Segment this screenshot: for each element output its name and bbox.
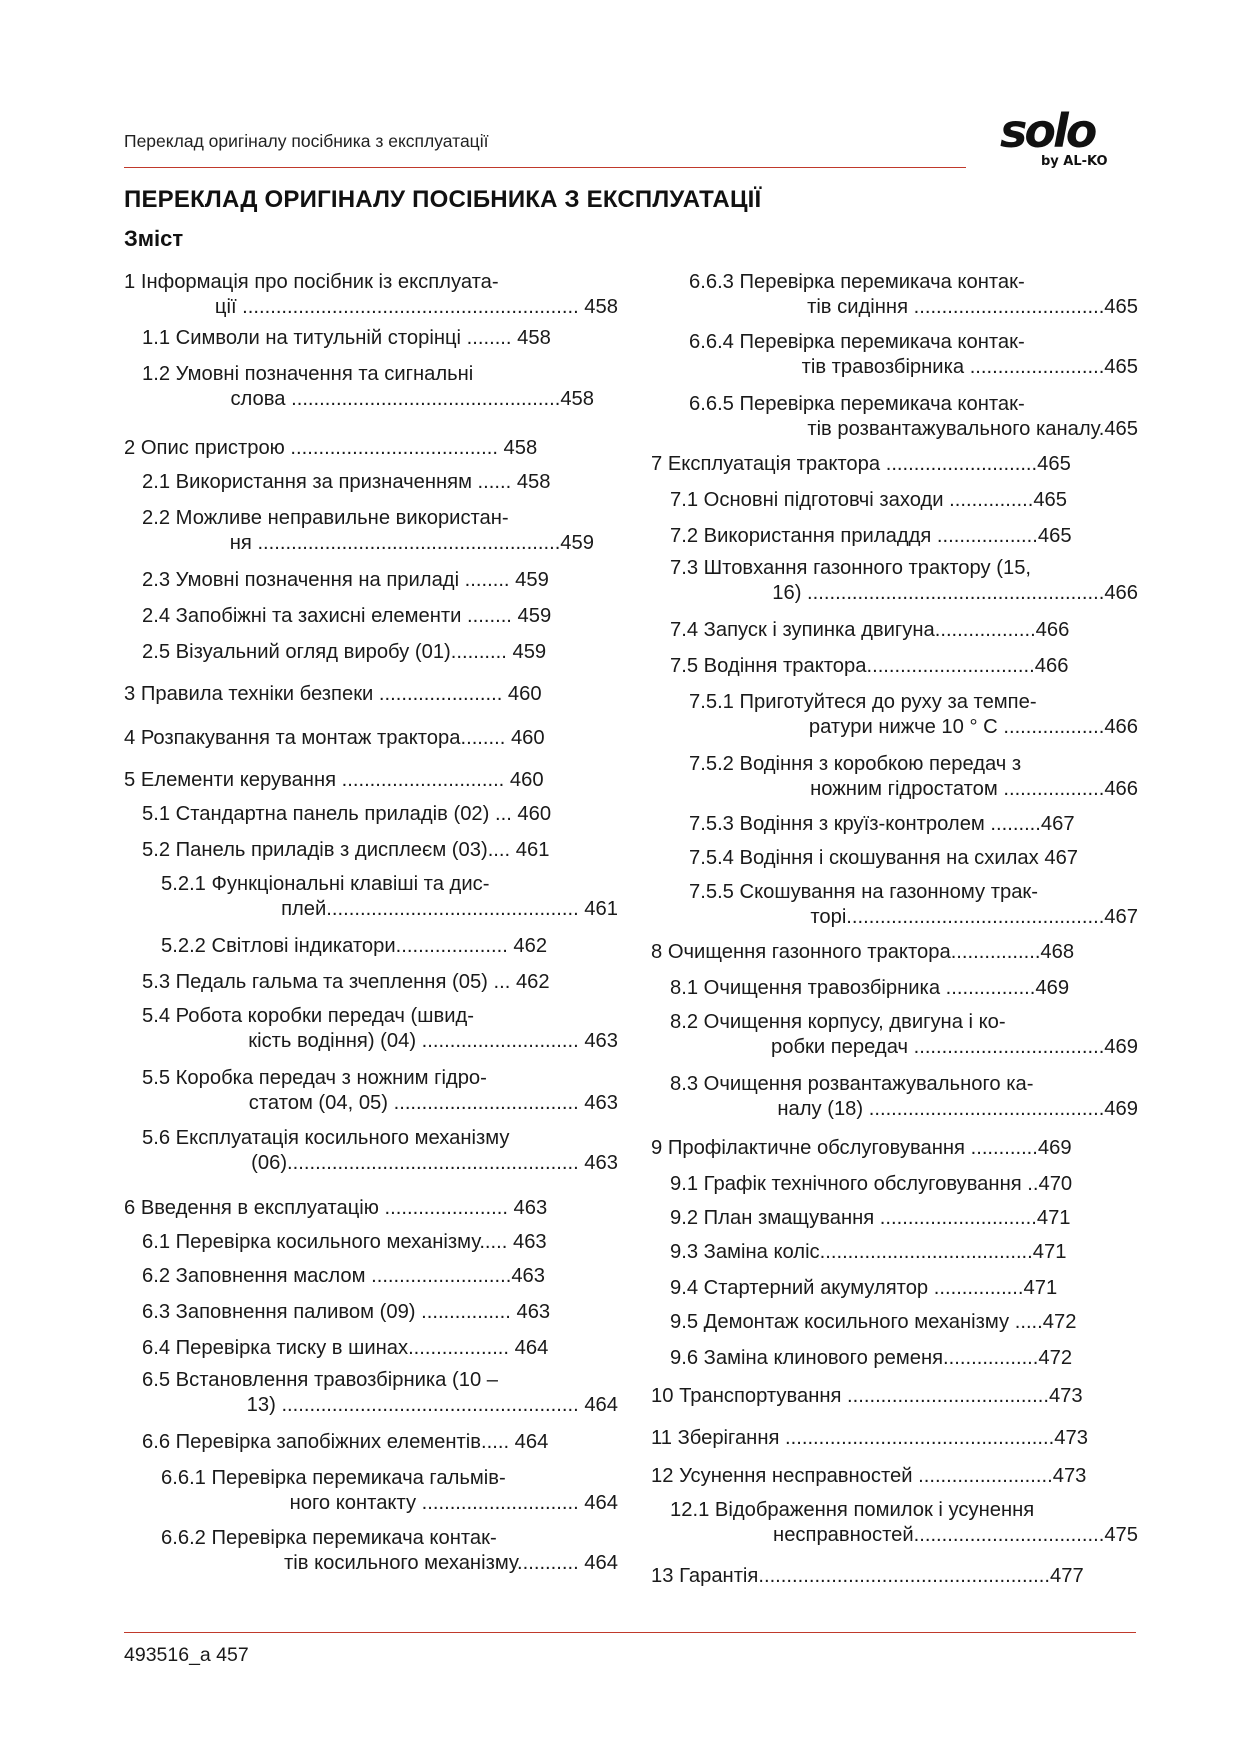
toc-entry[interactable]: 13 Гарантія....................................................477 (651, 1565, 1084, 1587)
toc-entry[interactable]: 6.6.1 Перевірка перемикача гальмів- ного контакту ............................ 464 (161, 1467, 618, 1514)
header-divider (124, 167, 966, 168)
toc-entry[interactable]: 9.2 План змащування ............................471 (670, 1207, 1071, 1229)
toc-entry[interactable]: 2.5 Візуальний огляд виробу (01).......... 459 (142, 641, 547, 663)
toc-entry[interactable]: 8.2 Очищення корпусу, двигуна і ко- робки передач ..................................469 (670, 1011, 1138, 1058)
toc-entry[interactable]: 6 Введення в експлуатацію ...................... 463 (124, 1197, 548, 1219)
toc-entry[interactable]: 5.2 Панель приладів з дисплеєм (03).... 461 (142, 839, 550, 861)
toc-entry[interactable]: 5 Елементи керування ............................. 460 (124, 769, 544, 791)
toc-entry[interactable]: 9.5 Демонтаж косильного механізму .....472 (670, 1311, 1077, 1333)
toc-entry[interactable]: 7.5.4 Водіння і скошування на схилах 467 (689, 847, 1079, 869)
toc-entry[interactable]: 7.2 Використання приладдя ..................465 (670, 525, 1072, 547)
toc-entry[interactable]: 2.3 Умовні позначення на приладі ........ 459 (142, 569, 549, 591)
toc-entry[interactable]: 8.3 Очищення розвантажувального ка- налу (18) ..........................................469 (670, 1073, 1138, 1120)
toc-entry[interactable]: 2.2 Можливе неправильне використан- ня ......................................................459 (142, 507, 594, 554)
toc-entry[interactable]: 9.1 Графік технічного обслуговування ..470 (670, 1173, 1073, 1195)
toc-entry[interactable]: 12.1 Відображення помилок і усунення несправностей..................................475 (670, 1499, 1138, 1546)
toc-entry[interactable]: 5.2.1 Функціональні клавіші та дис- плей............................................. 461 (161, 873, 618, 920)
toc-entry[interactable]: 7.5.5 Скошування на газонному трак- торі..............................................467 (689, 881, 1138, 928)
document-title: ПЕРЕКЛАД ОРИГІНАЛУ ПОСІБНИКА З ЕКСПЛУАТАЦІЇ (124, 186, 762, 213)
toc-entry[interactable]: 3 Правила техніки безпеки ...................... 460 (124, 683, 542, 705)
toc-entry[interactable]: 6.6.5 Перевірка перемикача контак- тів розвантажувального каналу.465 (689, 393, 1138, 440)
toc-entry[interactable]: 8.1 Очищення травозбірника ................469 (670, 977, 1070, 999)
toc-entry[interactable]: 12 Усунення несправностей ........................473 (651, 1465, 1087, 1487)
toc-entry[interactable]: 6.4 Перевірка тиску в шинах.................. 464 (142, 1337, 549, 1359)
toc-entry[interactable]: 9.4 Стартерний акумулятор ................471 (670, 1277, 1058, 1299)
toc-entry[interactable]: 7.5 Водіння трактора..............................466 (670, 655, 1069, 677)
toc-entry[interactable]: 7.5.2 Водіння з коробкою передач з ножним гідростатом ..................466 (689, 753, 1138, 800)
toc-entry[interactable]: 7 Експлуатація трактора ...........................465 (651, 453, 1071, 475)
toc-entry[interactable]: 1.2 Умовні позначення та сигнальні слова ................................................458 (142, 363, 594, 410)
toc-entry[interactable]: 7.5.1 Приготуйтеся до руху за темпе- ратури нижче 10 ° C ..................466 (689, 691, 1138, 738)
toc-entry[interactable]: 11 Зберігання ................................................473 (651, 1427, 1088, 1449)
toc-entry[interactable]: 7.1 Основні підготовчі заходи ...............465 (670, 489, 1067, 511)
logo-byline: by AL-KO (1041, 154, 1108, 169)
toc-entry[interactable]: 6.1 Перевірка косильного механізму..... 463 (142, 1231, 547, 1253)
solo-logo (1000, 104, 1130, 170)
toc-entry[interactable]: 6.6.2 Перевірка перемикача контак- тів косильного механізму........... 464 (161, 1527, 618, 1574)
toc-entry[interactable]: 1 Інформація про посібник із експлуата- ції ............................................................ 458 (124, 271, 618, 318)
toc-entry[interactable]: 6.6 Перевірка запобіжних елементів..... 464 (142, 1431, 549, 1453)
toc-entry[interactable]: 6.6.3 Перевірка перемикача контак- тів сидіння ..................................465 (689, 271, 1138, 318)
toc-entry[interactable]: 6.6.4 Перевірка перемикача контак- тів травозбірника ........................465 (689, 331, 1138, 378)
footer-divider (124, 1632, 1136, 1633)
toc-entry[interactable]: 5.4 Робота коробки передач (швид- кість водіння) (04) ............................ 463 (142, 1005, 618, 1052)
toc-entry[interactable]: 9.3 Заміна коліс......................................471 (670, 1241, 1067, 1263)
toc-entry[interactable]: 5.3 Педаль гальма та зчеплення (05) ... 462 (142, 971, 550, 993)
toc-entry[interactable]: 5.6 Експлуатація косильного механізму (06).................................................... 463 (142, 1127, 618, 1174)
toc-entry[interactable]: 5.1 Стандартна панель приладів (02) ... 460 (142, 803, 552, 825)
toc-entry[interactable]: 5.2.2 Світлові індикатори.................... 462 (161, 935, 548, 957)
toc-entry[interactable]: 6.3 Заповнення паливом (09) ................ 463 (142, 1301, 551, 1323)
toc-entry[interactable]: 6.5 Встановлення травозбірника (10 – 13) ..................................................... 464 (142, 1369, 618, 1416)
toc-heading: Зміст (124, 226, 184, 251)
running-header: Переклад оригіналу посібника з експлуатації (124, 131, 489, 151)
toc-entry[interactable]: 10 Транспортування ....................................473 (651, 1385, 1083, 1407)
toc-entry[interactable]: 1.1 Символи на титульній сторінці ........ 458 (142, 327, 551, 349)
toc-entry[interactable]: 2.1 Використання за призначенням ...... 458 (142, 471, 551, 493)
toc-entry[interactable]: 4 Розпакування та монтаж трактора........ 460 (124, 727, 545, 749)
toc-entry[interactable]: 5.5 Коробка передач з ножним гідро- статом (04, 05) ................................. 463 (142, 1067, 618, 1114)
toc-entry[interactable]: 7.4 Запуск і зупинка двигуна..................466 (670, 619, 1070, 641)
toc-entry[interactable]: 6.2 Заповнення маслом .........................463 (142, 1265, 546, 1287)
toc-entry[interactable]: 2.4 Запобіжні та захисні елементи ........ 459 (142, 605, 552, 627)
page-footer: 493516_a 457 (124, 1644, 249, 1666)
toc-entry[interactable]: 9.6 Заміна клинового ременя.................472 (670, 1347, 1073, 1369)
toc-entry[interactable]: 2 Опис пристрою ..................................... 458 (124, 437, 538, 459)
toc-entry[interactable]: 7.3 Штовхання газонного трактору (15, 16) .....................................................466 (670, 557, 1138, 604)
toc-entry[interactable]: 7.5.3 Водіння з круїз-контролем .........467 (689, 813, 1075, 835)
logo-wordmark: solo (1000, 104, 1095, 158)
toc-entry[interactable]: 8 Очищення газонного трактора................468 (651, 941, 1075, 963)
toc-entry[interactable]: 9 Профілактичне обслуговування ............469 (651, 1137, 1072, 1159)
